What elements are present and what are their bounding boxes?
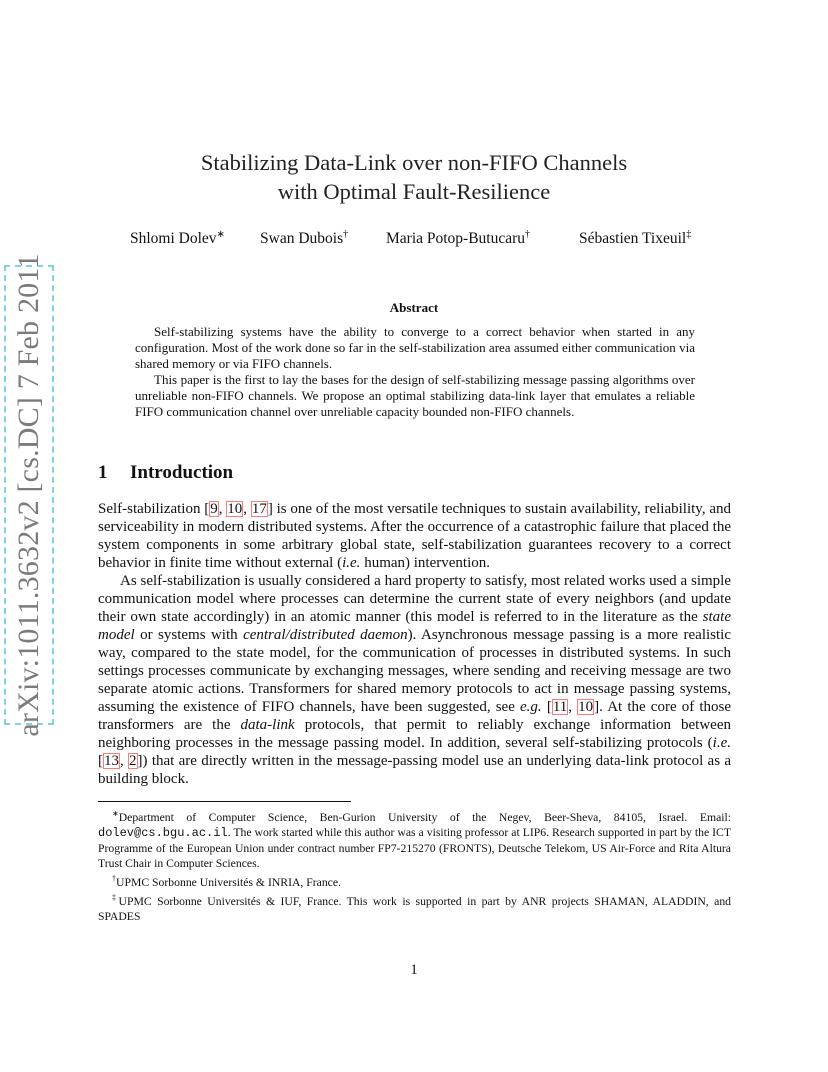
text-run: ). Asynchronous message passing is a more realistic way, compared to the state model, for the communication of processes in distributed systems. In such settings processes communicate by exchanging messages, where sending and receiving message are two separate atomic actions. Transformers for shared memory protocols to act in message passing systems, assuming the existence of FIFO channels, have been suggested, see bbox=[98, 627, 731, 715]
author-3 bbox=[386, 229, 530, 248]
abstract-body bbox=[135, 324, 695, 420]
title-line-2: with Optimal Fault-Resilience bbox=[277, 179, 551, 204]
arxiv-side-stamp bbox=[4, 253, 54, 737]
text-run: or systems with bbox=[134, 627, 244, 643]
section-heading bbox=[98, 462, 233, 484]
citation-link[interactable]: 17 bbox=[251, 501, 267, 517]
emphasis: e.g. bbox=[520, 699, 542, 715]
abstract-paragraph-1: Self-stabilizing systems have the ability to converge to a correct behavior when started in any configuration. Most of the work done so far in the self-stabilization area assumed either communication via shared memory or via FIFO channels. bbox=[135, 324, 695, 371]
author-4 bbox=[579, 229, 691, 248]
author-name: Maria Potop-Butucaru bbox=[386, 230, 526, 248]
text-run: protocols, that permit to reliably exchange information between neighboring processes in the message passing model. In addition, several self-stabilizing protocols ( bbox=[98, 717, 731, 751]
page-number: 1 bbox=[410, 962, 418, 978]
abstract-heading: Abstract bbox=[389, 300, 439, 315]
section-number: 1 bbox=[98, 462, 108, 483]
author-list bbox=[130, 229, 710, 251]
footnote-divider bbox=[98, 801, 351, 802]
citation-link[interactable]: 11 bbox=[552, 699, 568, 715]
author-affiliation-mark: † bbox=[343, 229, 349, 240]
footnotes bbox=[98, 806, 731, 924]
footnote-3 bbox=[98, 890, 731, 924]
author-affiliation-mark: ∗ bbox=[216, 229, 225, 240]
text-run: Self-stabilization bbox=[98, 501, 205, 517]
footnote-mark: ‡ bbox=[112, 892, 119, 902]
author-1 bbox=[130, 229, 225, 248]
author-affiliation-mark: ‡ bbox=[686, 229, 692, 240]
introduction-body bbox=[98, 500, 731, 788]
footnote-1 bbox=[98, 806, 731, 871]
text-run: is one of the most versatile techniques to sustain availability, reliability, and serviceability in modern distributed systems. After the occurrence of a catastrophic failure that placed the system components in some arbitrary global state, self-stabilization guarantees recovery to a correct behavior in finite time without external ( bbox=[98, 501, 732, 571]
footnote-mark: † bbox=[112, 873, 116, 883]
author-affiliation-mark: † bbox=[525, 229, 531, 240]
emphasis: state model bbox=[98, 609, 731, 643]
author-2 bbox=[260, 229, 348, 248]
citation-link[interactable]: 10 bbox=[578, 699, 594, 715]
paper-title bbox=[0, 148, 828, 206]
citation-link[interactable]: 13 bbox=[104, 753, 119, 769]
emphasis: data-link bbox=[240, 717, 295, 733]
arxiv-identifier: arXiv:1011.3632v2 [cs.DC] 7 Feb 2011 bbox=[12, 253, 45, 737]
citation-link[interactable]: 10 bbox=[227, 501, 243, 517]
author-name: Swan Dubois bbox=[260, 230, 344, 248]
emphasis: i.e. bbox=[712, 735, 731, 751]
text-run: UPMC Sorbonne Universités & IUF, France. This work is supported in part by ANR projects SHAMAN, ALADDIN, and SPADES bbox=[98, 894, 732, 923]
author-name: Sébastien Tixeuil bbox=[579, 230, 687, 248]
body-paragraph-2: As self-stabilization is usually considered a hard property to satisfy, most related works used a simple communication model where processes can determine the current state of every neighbors (and update their own state accordingly) in an atomic manner (this model is referred to in the literature as the state model or systems with central/distributed daemon). Asynchronous message passing is a more realistic way, compared to the state model, for the communication of processes in distributed systems. In such settings processes communicate by exchanging messages, where sending and receiving message are two separate atomic actions. Transformers for shared memory protocols to act in message passing systems, assuming the existence of FIFO channels, have been suggested, see e.g. [11, 10]. At the core of those transformers are the data-link protocols, that permit to reliably exchange information between neighboring processes in the message passing model. In addition, several self-stabilizing protocols (i.e. [13, 2]) that are directly written in the message-passing model use an underlying data-link protocol as a building block. bbox=[98, 573, 732, 787]
citation-link[interactable]: 2 bbox=[129, 753, 137, 769]
title-line-1: Stabilizing Data-Link over non-FIFO Channels bbox=[200, 150, 628, 175]
body-paragraph-1: Self-stabilization [9, 10, 17] is one of the most versatile techniques to sustain availability, reliability, and serviceability in modern distributed systems. After the occurrence of a catastrophic failure that placed the system components in some arbitrary global state, self-stabilization guarantees recovery to a correct behavior in finite time without external (i.e. human) intervention. bbox=[98, 501, 732, 571]
author-name: Shlomi Dolev bbox=[130, 230, 217, 248]
text-run: UPMC Sorbonne Universités & INRIA, France. bbox=[116, 875, 341, 889]
citation-link[interactable]: 9 bbox=[210, 501, 218, 517]
text-run: As self-stabilization is usually considered a hard property to satisfy, most related works used a simple communication model where processes can determine the current state of every neighbors (and update their own state accordingly) in an atomic manner (this model is referred to in the literature as the bbox=[98, 573, 731, 625]
footnote-2 bbox=[98, 871, 731, 890]
emphasis: i.e. bbox=[342, 555, 361, 571]
emphasis: central/distributed daemon bbox=[243, 627, 408, 643]
author-email: dolev@cs.bgu.ac.il bbox=[98, 825, 228, 840]
text-run: . At the core of those transformers are the bbox=[98, 699, 732, 733]
text-run: Department of Computer Science, Ben-Gurion University of the Negev, Beer-Sheva, 84105, Israel. Email: bbox=[118, 810, 731, 824]
text-run: human) intervention. bbox=[360, 555, 490, 571]
text-run: ) that are directly written in the message-passing model use an underlying data-link protocol as a building block. bbox=[98, 753, 731, 787]
section-title: Introduction bbox=[130, 462, 234, 483]
abstract-paragraph-2: This paper is the first to lay the bases for the design of self-stabilizing message passing algorithms over unreliable non-FIFO channels. We propose an optimal stabilizing data-link layer that emulates a reliable FIFO communication channel over unreliable capacity bounded non-FIFO channels. bbox=[135, 372, 695, 419]
text-run: . The work started while this author was a visiting professor at LIP6. Research supported in part by the ICT Programme of the European Union under contract number FP7-215270 (FRONTS), Deutsche Telekom, US Air-Force and Rita Altura Trust Chair in Computer Sciences. bbox=[98, 825, 731, 870]
footnote-mark: ∗ bbox=[112, 809, 119, 818]
